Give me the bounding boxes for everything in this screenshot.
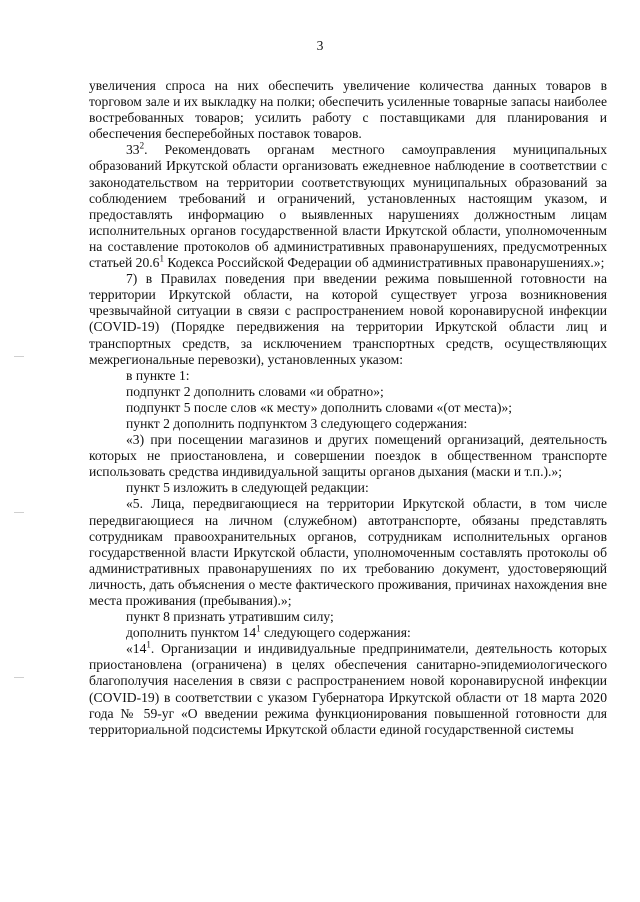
paragraph: в пункте 1: xyxy=(126,367,190,383)
paragraph-quote-14-1: «$14^1$. Организации и индивидуальные предприниматели, деятельность которых приостановлена (ограничена) в целях обеспечения санитарно-эпидемиологического благополучия населения в связи с распространением новой коронавирусной инфекции (COVID-19) в соответствии с указом Губернатора Иркутской области от 18 марта 2020 года № 59-уг «О введении режима функционирования повышенной готовности для территориальной подсистемы Иркутской области единой государственной системы xyxy=(89,639,607,737)
paragraph: пункт 5 изложить в следующей редакции: xyxy=(126,480,369,496)
paragraph: увеличения спроса на них обеспечить увеличение количества данных товаров в торговом зале и их выкладку на полки; обеспечить усиленные товарные запасы наиболее востребованных товаров; усилить работу с поставщиками для планирования и обеспечения бесперебойных поставок товаров. xyxy=(89,78,607,142)
paragraph: подпункт 5 после слов «к месту» дополнить словами «(от места)»; xyxy=(126,399,513,415)
margin-mark xyxy=(14,677,24,678)
paragraph-item-7: 7) в Правилах поведения при введении режима повышенной готовности на территории Иркутской области, на которой существует угроза возникновения чрезвычайной ситуации в связи с распространением новой коронавирусной инфекции (COVID-19) (Порядке передвижения на территории Иркутской области лиц и транспортных средств, за исключением транспортных средств, осуществляющих межрегиональные перевозки), установленных указом: xyxy=(89,271,607,367)
paragraph-item-33-2: $33^2$. Рекомендовать органам местного самоуправления муниципальных образований Иркутской области организовать ежедневное наблюдение в соответствии с законодательством на территории соответствующих муниципальных образований за соблюдением требований и ограничений, установленных настоящим указом, и предоставлять информацию о выявленных нарушениях должностным лицам исполнительных органов государственной власти Иркутской области, уполномоченным на составление протоколов об административных правонарушениях, предусмотренных статьей 20.6$^1$ Кодекса Российской Федерации об административных правонарушениях.»; xyxy=(89,140,607,271)
paragraph: пункт 8 признать утратившим силу; xyxy=(126,609,334,625)
margin-mark xyxy=(14,356,24,357)
page-number: 3 xyxy=(316,38,324,53)
document-body xyxy=(89,78,607,738)
paragraph: пункт 2 дополнить подпунктом 3 следующего содержания: xyxy=(126,415,468,431)
margin-mark xyxy=(14,512,24,513)
paragraph: дополнить пунктом $14^1$ следующего содержания: xyxy=(126,623,411,641)
paragraph: подпункт 2 дополнить словами «и обратно»; xyxy=(126,383,384,399)
paragraph-quote-5: «5. Лица, передвигающиеся на территории Иркутской области, в том числе передвигающиеся на личном (служебном) автотранспорте, обязаны представлять сотрудникам правоохранительных органов, сотрудникам исполнительных органов государственной власти Иркутской области, уполномоченным составлять протоколы об административных правонарушениях по их требованию документ, удостоверяющий личность, дать объяснения о месте фактического проживания, причинах нахождения вне места проживания (пребывания).»; xyxy=(89,496,607,608)
paragraph-quote-3: «3) при посещении магазинов и других помещений организаций, деятельность которых не приостановлена, и совершении поездок в общественном транспорте использовать средства индивидуальной защиты органов дыхания (маски и т.п.).»; xyxy=(89,432,607,480)
